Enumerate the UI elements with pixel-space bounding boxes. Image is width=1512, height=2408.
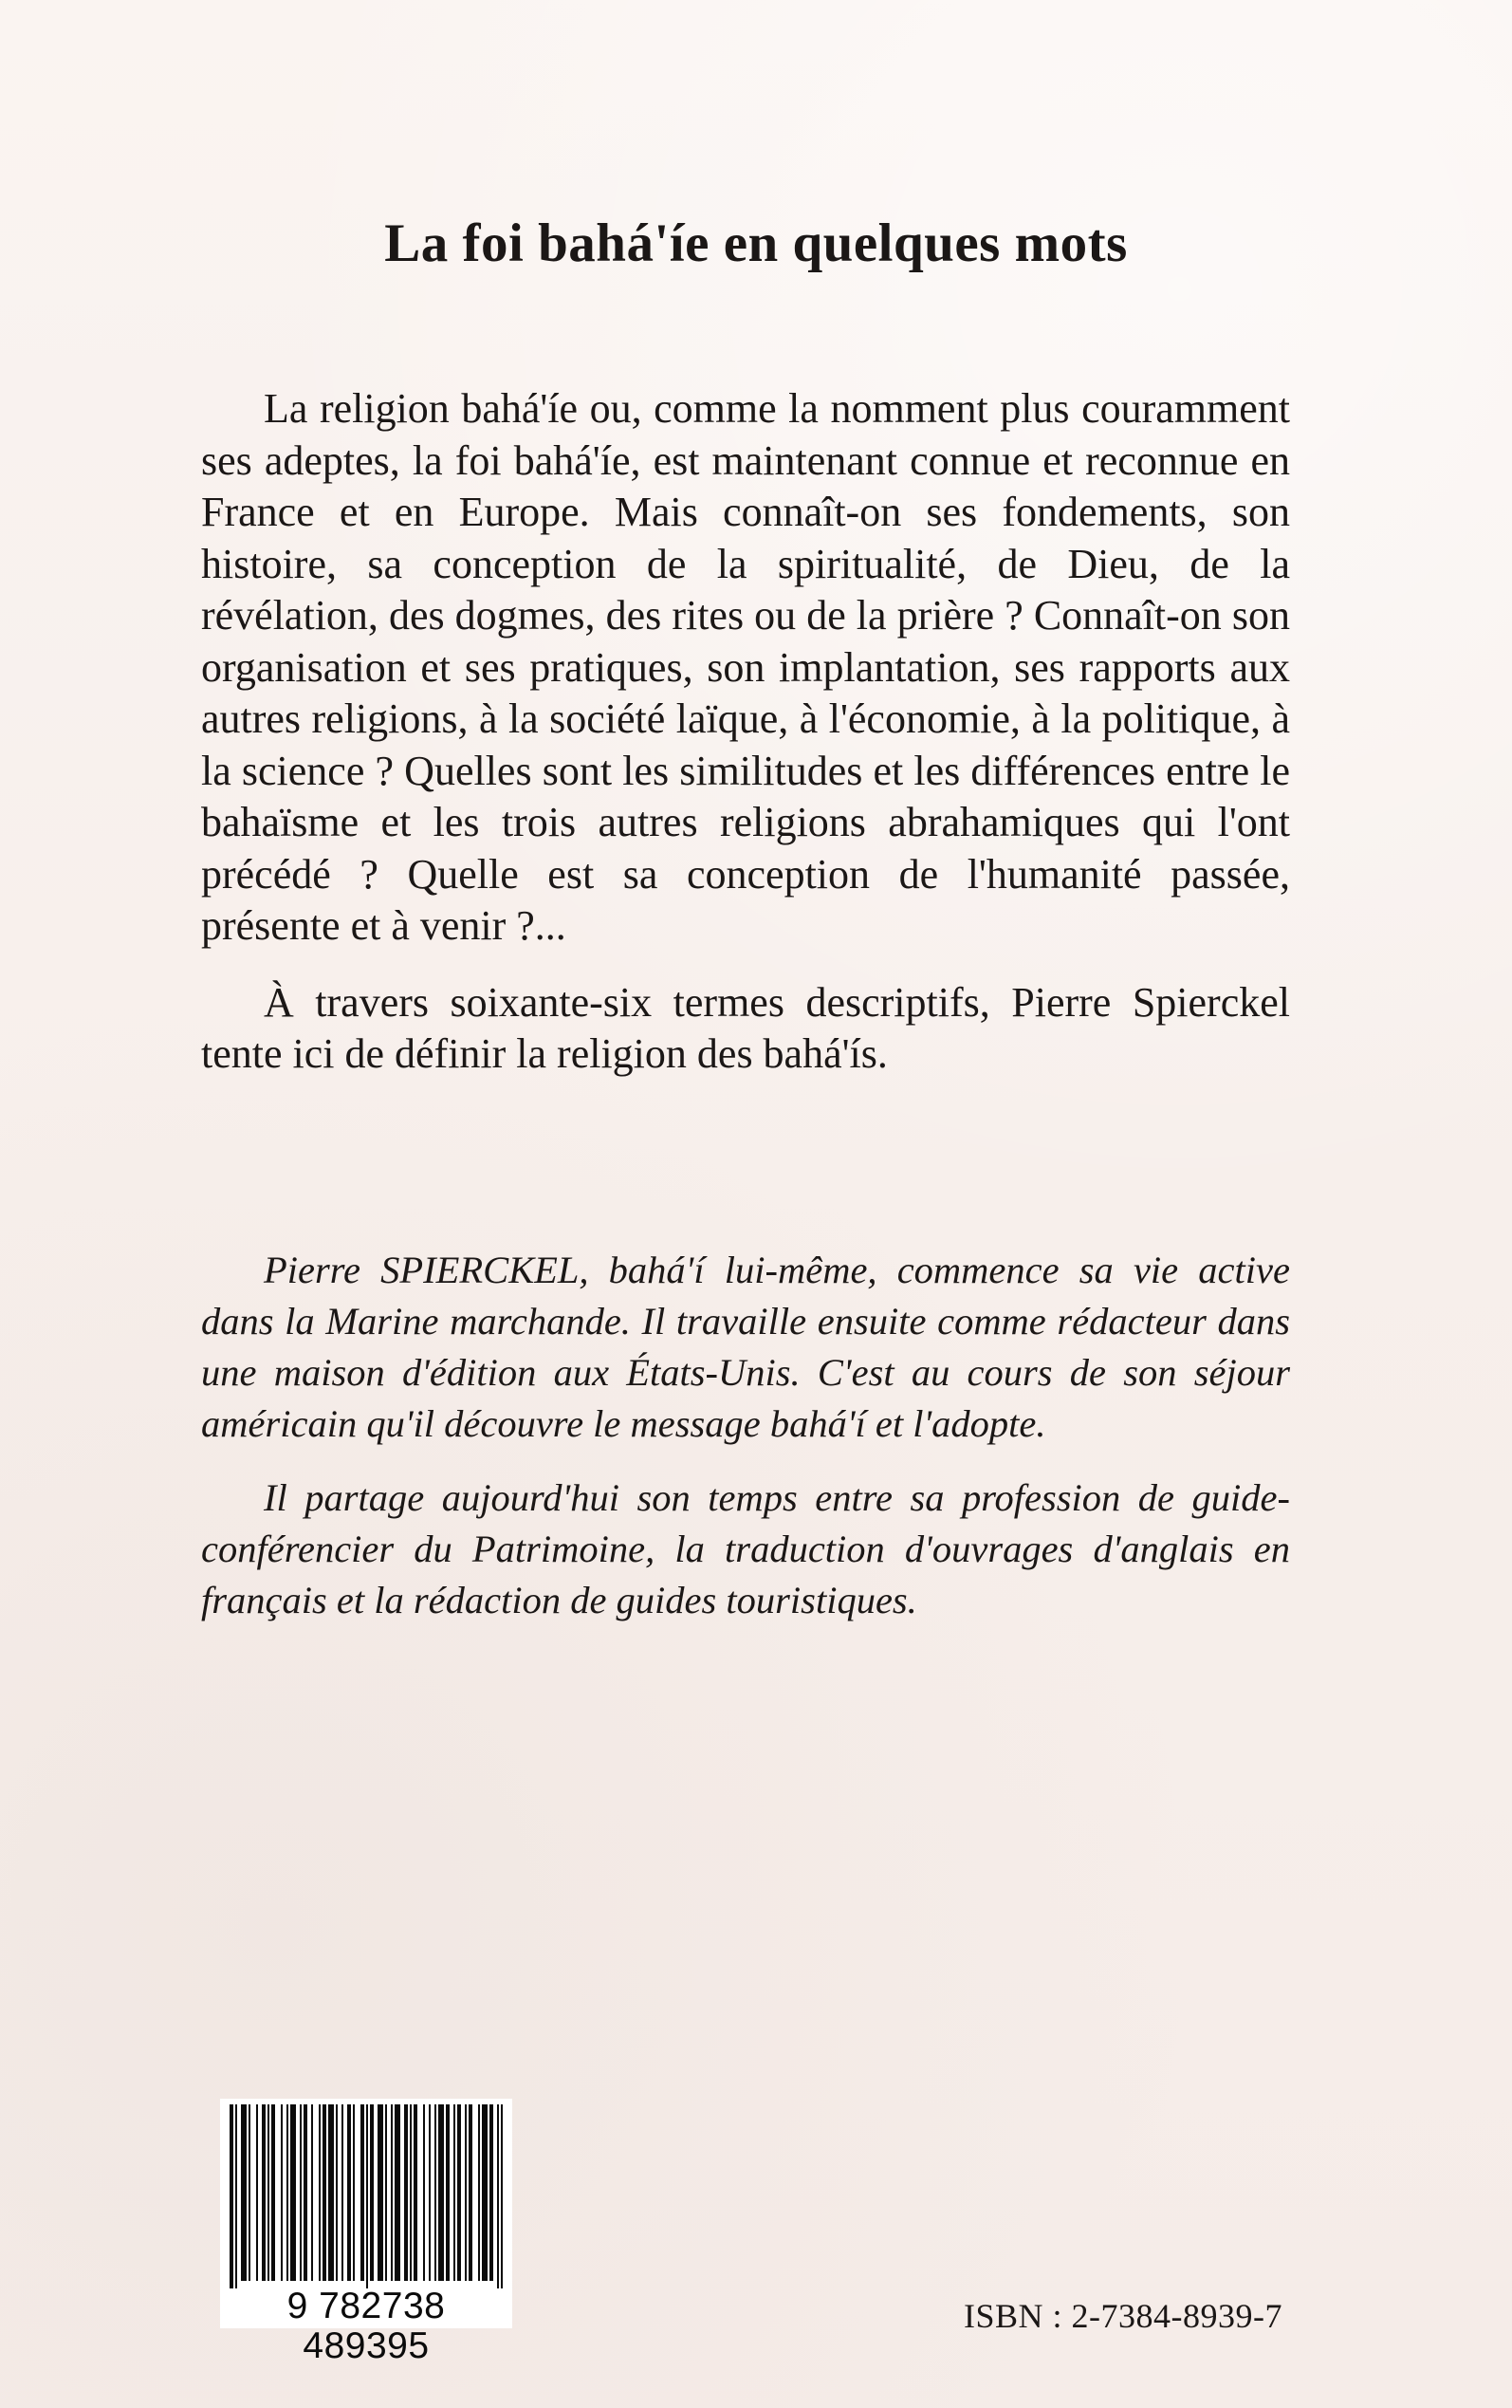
barcode-bar — [395, 2104, 400, 2281]
barcode-bar — [370, 2104, 374, 2281]
barcode-bar — [385, 2104, 387, 2281]
author-bio-paragraph-2: Il partage aujourd'hui son temps entre sa profession de guide-conférencier du Patrimoine, la traduction d'ouvrages d'anglais en français et la rédaction de guides touristiques. — [201, 1476, 1290, 1621]
barcode-bars — [220, 2099, 512, 2288]
author-bio-paragraph-1: Pierre SPIERCKEL, bahá'í lui-même, commence sa vie active dans la Marine marchande. Il travaille ensuite comme rédacteur dans une maison d'édition aux États-Unis. C'est au cours de son séjour américain qu'il découvre le message bahá'í et l'adopte. — [201, 1249, 1290, 1445]
barcode-bar — [378, 2104, 383, 2281]
barcode-bar — [341, 2104, 343, 2281]
barcode-bar — [249, 2104, 250, 2281]
barcode-bar — [465, 2104, 467, 2281]
barcode-bar — [453, 2104, 455, 2281]
barcode-bar — [290, 2104, 296, 2281]
barcode-bar — [286, 2104, 288, 2281]
barcode-bar — [235, 2104, 237, 2288]
barcode-bar — [360, 2104, 364, 2281]
barcode-bar — [336, 2104, 338, 2281]
barcode-bar — [501, 2104, 503, 2288]
barcode-bar — [438, 2104, 444, 2281]
barcode-bar — [391, 2104, 393, 2281]
barcode-bar — [469, 2104, 472, 2281]
barcode-bar — [300, 2104, 302, 2281]
description-paragraph-2: À travers soixante-six termes descriptifs, Pierre Spierckel tente ici de définir la religion des bahá'ís. — [201, 978, 1290, 1077]
description-paragraph-1: La religion bahá'íe ou, comme la nomment plus couramment ses adeptes, la foi bahá'íe, est maintenant connue et reconnue en France et en Europe. Mais connaît-on ses fondements, son histoire, sa conception de la spiritualité, de Dieu, de la révélation, des dogmes, des rites ou de la prière ? Connaît-on son organisation et ses pratiques, son implantation, ses rapports aux autres religions, à la société laïque, à l'économie, à la politique, à la science ? Quelles sont les similitudes et les différences entre le bahaïsme et les trois autres religions abrahamiques qui l'ont précédé ? Quelle est sa conception de l'humanité passée, présente et à venir ?... — [201, 385, 1290, 949]
barcode-bar — [271, 2104, 275, 2281]
barcode-bar — [262, 2104, 266, 2281]
barcode-bar — [230, 2104, 233, 2288]
barcode-bar — [353, 2104, 355, 2281]
barcode — [220, 2099, 512, 2366]
barcode-bar — [281, 2104, 283, 2281]
barcode-bar — [429, 2104, 431, 2281]
book-title: La foi bahá'íe en quelques mots — [384, 213, 1128, 273]
barcode-bar — [457, 2104, 461, 2281]
barcode-bar — [404, 2104, 408, 2281]
barcode-bar — [267, 2104, 269, 2281]
barcode-bar — [482, 2104, 488, 2281]
barcode-bar — [319, 2104, 321, 2281]
barcode-number: 9 782738 489395 — [286, 2286, 446, 2366]
barcode-bar — [347, 2104, 351, 2281]
barcode-bar — [311, 2104, 313, 2281]
barcode-bar — [446, 2104, 450, 2281]
barcode-bar — [256, 2104, 258, 2281]
barcode-bar — [304, 2104, 307, 2281]
barcode-bar — [241, 2104, 247, 2281]
barcode-bar — [497, 2104, 499, 2288]
barcode-bar — [410, 2104, 412, 2281]
barcode-bar — [328, 2104, 334, 2281]
isbn: ISBN : 2-7384-8939-7 — [964, 2297, 1282, 2335]
barcode-bar — [489, 2104, 493, 2281]
description — [201, 383, 1290, 1105]
barcode-bar — [366, 2104, 368, 2288]
author-bio — [201, 1245, 1290, 1649]
barcode-bar — [478, 2104, 480, 2281]
barcode-bar — [434, 2104, 436, 2281]
barcode-bar — [414, 2104, 417, 2281]
barcode-bar — [423, 2104, 425, 2281]
barcode-bar — [323, 2104, 326, 2281]
